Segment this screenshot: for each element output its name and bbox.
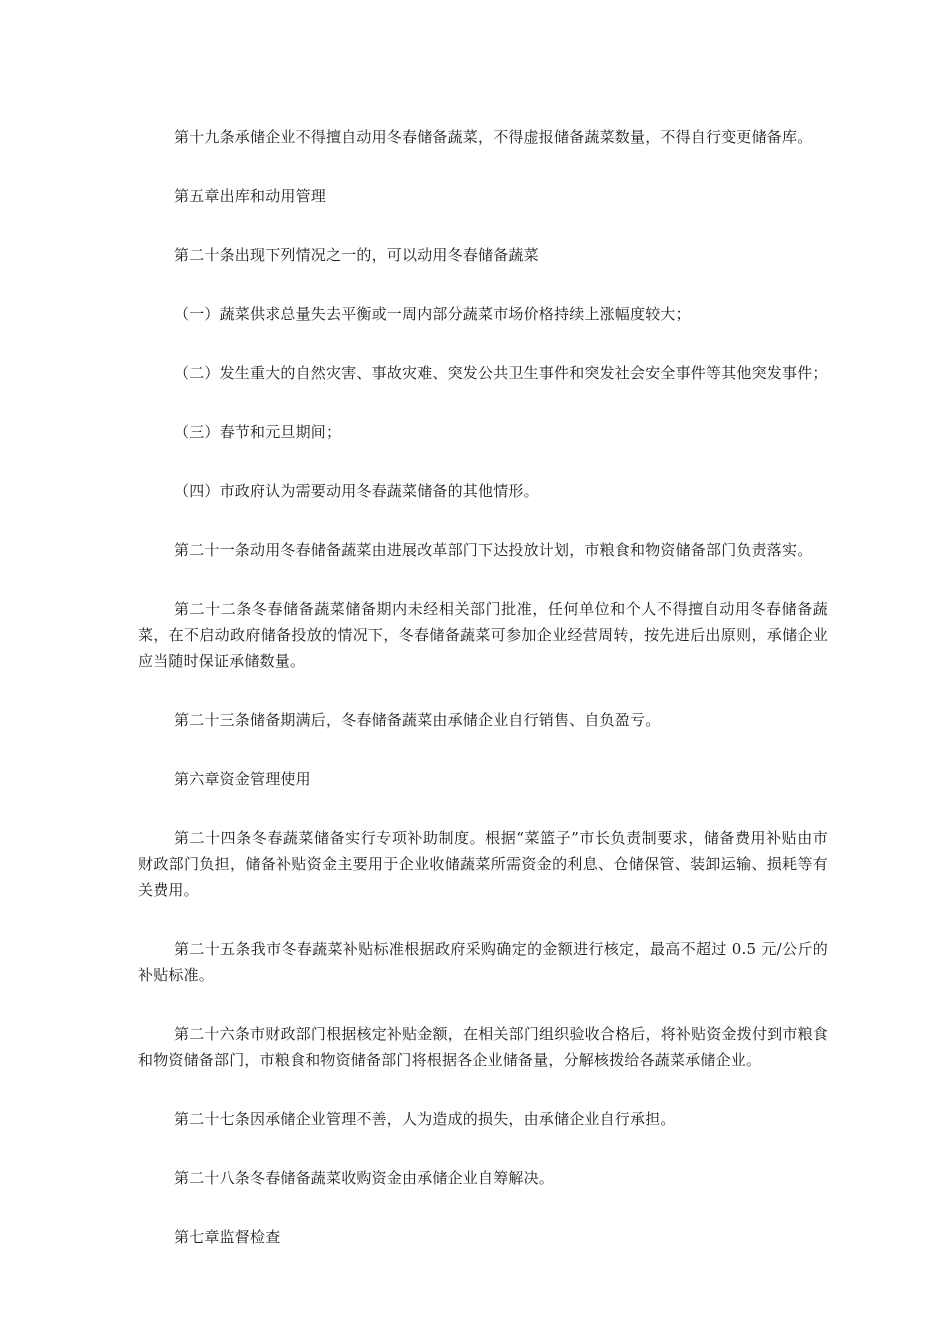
chapter-7-heading: 第七章监督检查 bbox=[174, 1228, 281, 1246]
article-20-paragraph: 第二十条出现下列情况之一的，可以动用冬春储备蔬菜 bbox=[174, 246, 539, 264]
article-20-item-3: （三）春节和元旦期间； bbox=[174, 423, 342, 441]
chapter-5-heading: 第五章出库和动用管理 bbox=[174, 187, 327, 205]
article-25-paragraph: 第二十五条我市冬春蔬菜补贴标准根据政府采购确定的金额进行核定，最高不超过 0.5 元/公斤的补贴标准。 bbox=[138, 940, 828, 984]
article-24-paragraph: 第二十四条冬春蔬菜储备实行专项补助制度。根据“菜篮子”市长负责制要求，储备费用补贴由市财政部门负担，储备补贴资金主要用于企业收储蔬菜所需资金的利息、仓储保管、装卸运输、损耗等有关费用。 bbox=[138, 829, 828, 899]
article-20-item-1: （一）蔬菜供求总量失去平衡或一周内部分蔬菜市场价格持续上涨幅度较大； bbox=[174, 305, 691, 323]
article-20-item-2: （二）发生重大的自然灾害、事故灾难、突发公共卫生事件和突发社会安全事件等其他突发事件； bbox=[174, 364, 828, 382]
article-27-paragraph: 第二十七条因承储企业管理不善，人为造成的损失，由承储企业自行承担。 bbox=[174, 1110, 676, 1128]
article-28-paragraph: 第二十八条冬春储备蔬菜收购资金由承储企业自筹解决。 bbox=[174, 1169, 555, 1187]
article-21-paragraph: 第二十一条动用冬春储备蔬菜由进展改革部门下达投放计划，市粮食和物资储备部门负责落实。 bbox=[174, 541, 813, 559]
article-23-paragraph: 第二十三条储备期满后，冬春储备蔬菜由承储企业自行销售、自负盈亏。 bbox=[174, 711, 661, 729]
article-20-item-4: （四）市政府认为需要动用冬春蔬菜储备的其他情形。 bbox=[174, 482, 539, 500]
article-22-paragraph: 第二十二条冬春储备蔬菜储备期内未经相关部门批准，任何单位和个人不得擅自动用冬春储备蔬菜，在不启动政府储备投放的情况下，冬春储备蔬菜可参加企业经营周转，按先进后出原则，承储企业应当随时保证承储数量。 bbox=[138, 600, 828, 670]
article-19-paragraph: 第十九条承储企业不得擅自动用冬春储备蔬菜，不得虚报储备蔬菜数量，不得自行变更储备库。 bbox=[174, 128, 813, 146]
document-page bbox=[138, 124, 828, 1283]
chapter-6-heading: 第六章资金管理使用 bbox=[174, 770, 311, 788]
article-26-paragraph: 第二十六条市财政部门根据核定补贴金额，在相关部门组织验收合格后，将补贴资金拨付到市粮食和物资储备部门，市粮食和物资储备部门将根据各企业储备量，分解核拨给各蔬菜承储企业。 bbox=[138, 1025, 828, 1069]
